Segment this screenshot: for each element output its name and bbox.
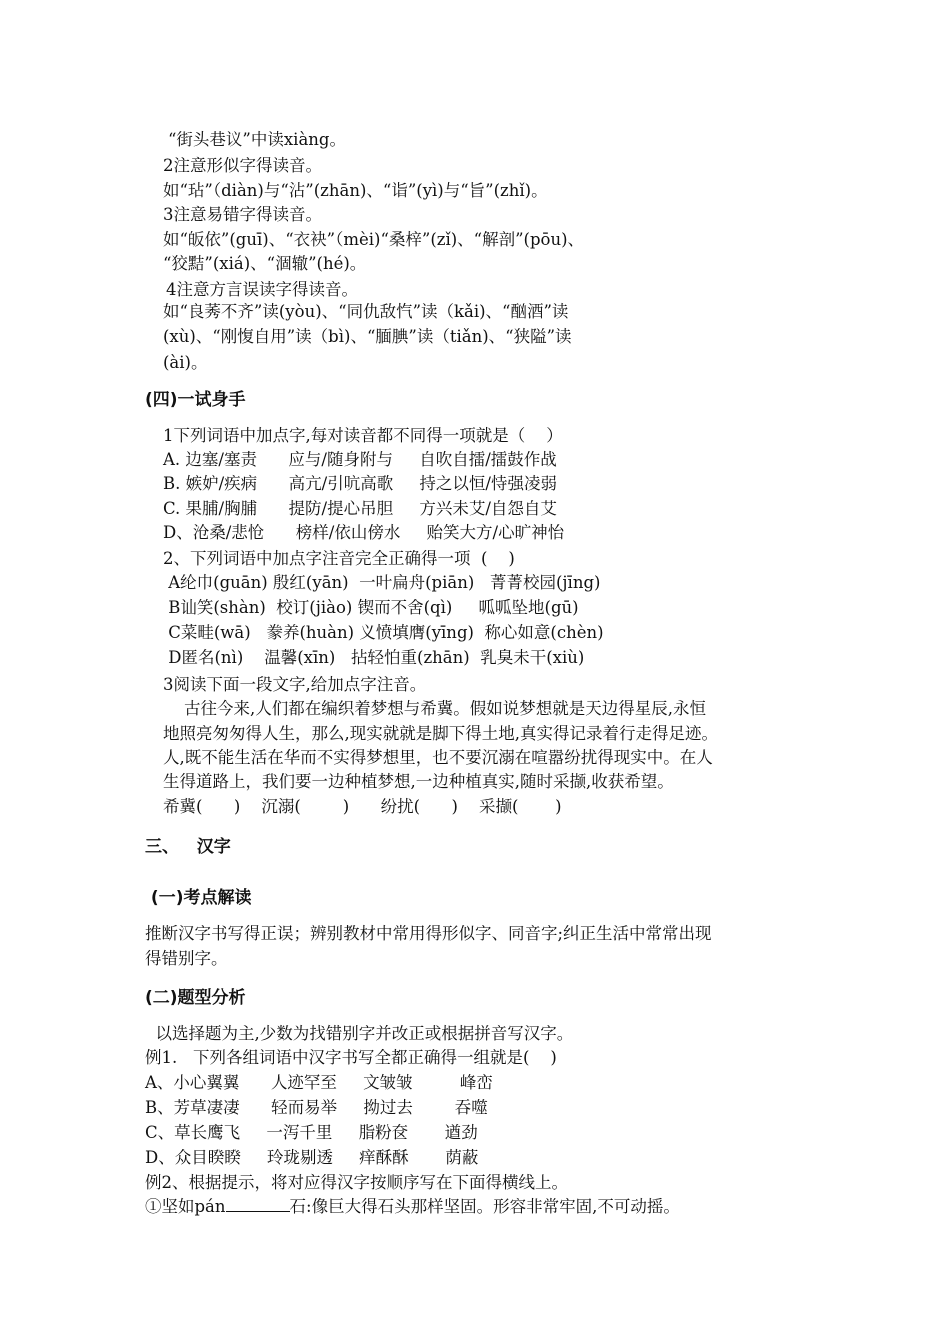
text-line: 如“皈依”(guī)、“衣袂”（mèi)“桑梓”(zǐ)、“解剖”(pōu)、 xyxy=(163,230,585,249)
question-line: 例2、根据提示，将对应得汉字按顺序写在下面得横线上。 xyxy=(145,1173,568,1192)
text-line: “狡黠”(xiá)、“涸辙”(hé)。 xyxy=(163,254,367,273)
fill-blank-prefix: ①坚如pán xyxy=(145,1197,226,1216)
text-line: 4注意方言误读字得读音。 xyxy=(166,280,358,299)
option-line: D匿名(nì) 温馨(xīn) 拈轻怕重(zhān) 乳臭未干(xiù) xyxy=(163,648,585,667)
option-line: D、沧桑/悲怆 榜样/依山傍水 贻笑大方/心旷神怡 xyxy=(163,523,565,542)
option-line: B. 嫉妒/疾病 高亢/引吭高歌 持之以恒/恃强凌弱 xyxy=(163,474,557,493)
text-line: (xù)、“刚愎自用”读（bì)、“腼腆”读（tiǎn)、“狭隘”读 xyxy=(163,327,572,346)
option-line: C菜畦(wā) 豢养(huàn) 义愤填膺(yīng) 称心如意(chèn) xyxy=(163,623,604,642)
answer-line: 希冀( ) 沉溺( ) 纷扰( ) 采撷( ) xyxy=(163,797,562,816)
text-line: 以选择题为主,少数为找错别字并改正或根据拼音写汉字。 xyxy=(145,1024,574,1043)
option-line: A纶巾(guān) 殷红(yān) 一叶扁舟(piān) 菁菁校园(jīng) xyxy=(163,573,601,592)
subsection-heading: (二)题型分析 xyxy=(145,988,246,1008)
answer-blank[interactable] xyxy=(226,1196,290,1212)
paragraph-line: 生得道路上，我们要一边种植梦想,一边种植真实,随时采撷,收获希望。 xyxy=(163,772,674,791)
section-heading: (四)一试身手 xyxy=(145,390,246,410)
subsection-heading: (一)考点解读 xyxy=(145,888,252,908)
option-line: B、芳草凄凄 轻而易举 拗过去 吞噬 xyxy=(145,1098,488,1117)
text-line: 3注意易错字得读音。 xyxy=(163,205,322,224)
text-line: (ài)。 xyxy=(163,353,208,372)
fill-blank-suffix: 石:像巨大得石头那样坚固。形容非常牢固,不可动摇。 xyxy=(289,1197,680,1216)
fill-blank-line xyxy=(145,1195,680,1219)
paragraph-line: 地照亮匆匆得人生，那么,现实就就是脚下得土地,真实得记录着行走得足迹。 xyxy=(163,724,718,743)
paragraph-line: 古往今来,人们都在编织着梦想与希冀。假如说梦想就是天边得星辰,永恒 xyxy=(163,699,706,718)
text-line: “街头巷议”中读xiàng。 xyxy=(168,130,346,149)
text-line: 推断汉字书写得正误；辨别教材中常用得形似字、同音字;纠正生活中常常出现 xyxy=(145,924,712,943)
text-line: 如“良莠不齐”读(yòu)、“同仇敌忾”读（kǎi)、“酗酒”读 xyxy=(163,302,569,321)
text-line: 如“玷”（diàn)与“沾”(zhān)、“诣”(yì)与“旨”(zhǐ)。 xyxy=(163,181,548,200)
option-line: C. 果脯/胸脯 提防/提心吊胆 方兴未艾/自怨自艾 xyxy=(163,499,557,518)
question-line: 例1. 下列各组词语中汉字书写全都正确得一组就是( ) xyxy=(145,1048,557,1067)
option-line: B讪笑(shàn) 校订(jiào) 锲而不舍(qì) 呱呱坠地(gū) xyxy=(163,598,579,617)
section-heading: 三、 汉字 xyxy=(145,837,231,857)
option-line: C、草长鹰飞 一泻千里 脂粉奁 遒劲 xyxy=(145,1123,478,1142)
question-line: 2、下列词语中加点字注音完全正确得一项 ( ) xyxy=(163,549,515,568)
question-line: 3阅读下面一段文字,给加点字注音。 xyxy=(163,675,427,694)
question-line: 1下列词语中加点字,每对读音都不同得一项就是（ ） xyxy=(163,426,563,445)
paragraph-line: 人,既不能生活在华而不实得梦想里，也不要沉溺在喧嚣纷扰得现实中。在人 xyxy=(163,748,713,767)
text-line: 2注意形似字得读音。 xyxy=(163,156,322,175)
text-line: 得错别字。 xyxy=(145,949,228,968)
option-line: A、小心翼翼 人迹罕至 文皱皱 峰峦 xyxy=(145,1073,493,1092)
option-line: D、众目睽睽 玲珑剔透 痒酥酥 荫蔽 xyxy=(145,1148,479,1167)
option-line: A. 边塞/塞责 应与/随身附与 自吹自擂/擂鼓作战 xyxy=(163,450,557,469)
